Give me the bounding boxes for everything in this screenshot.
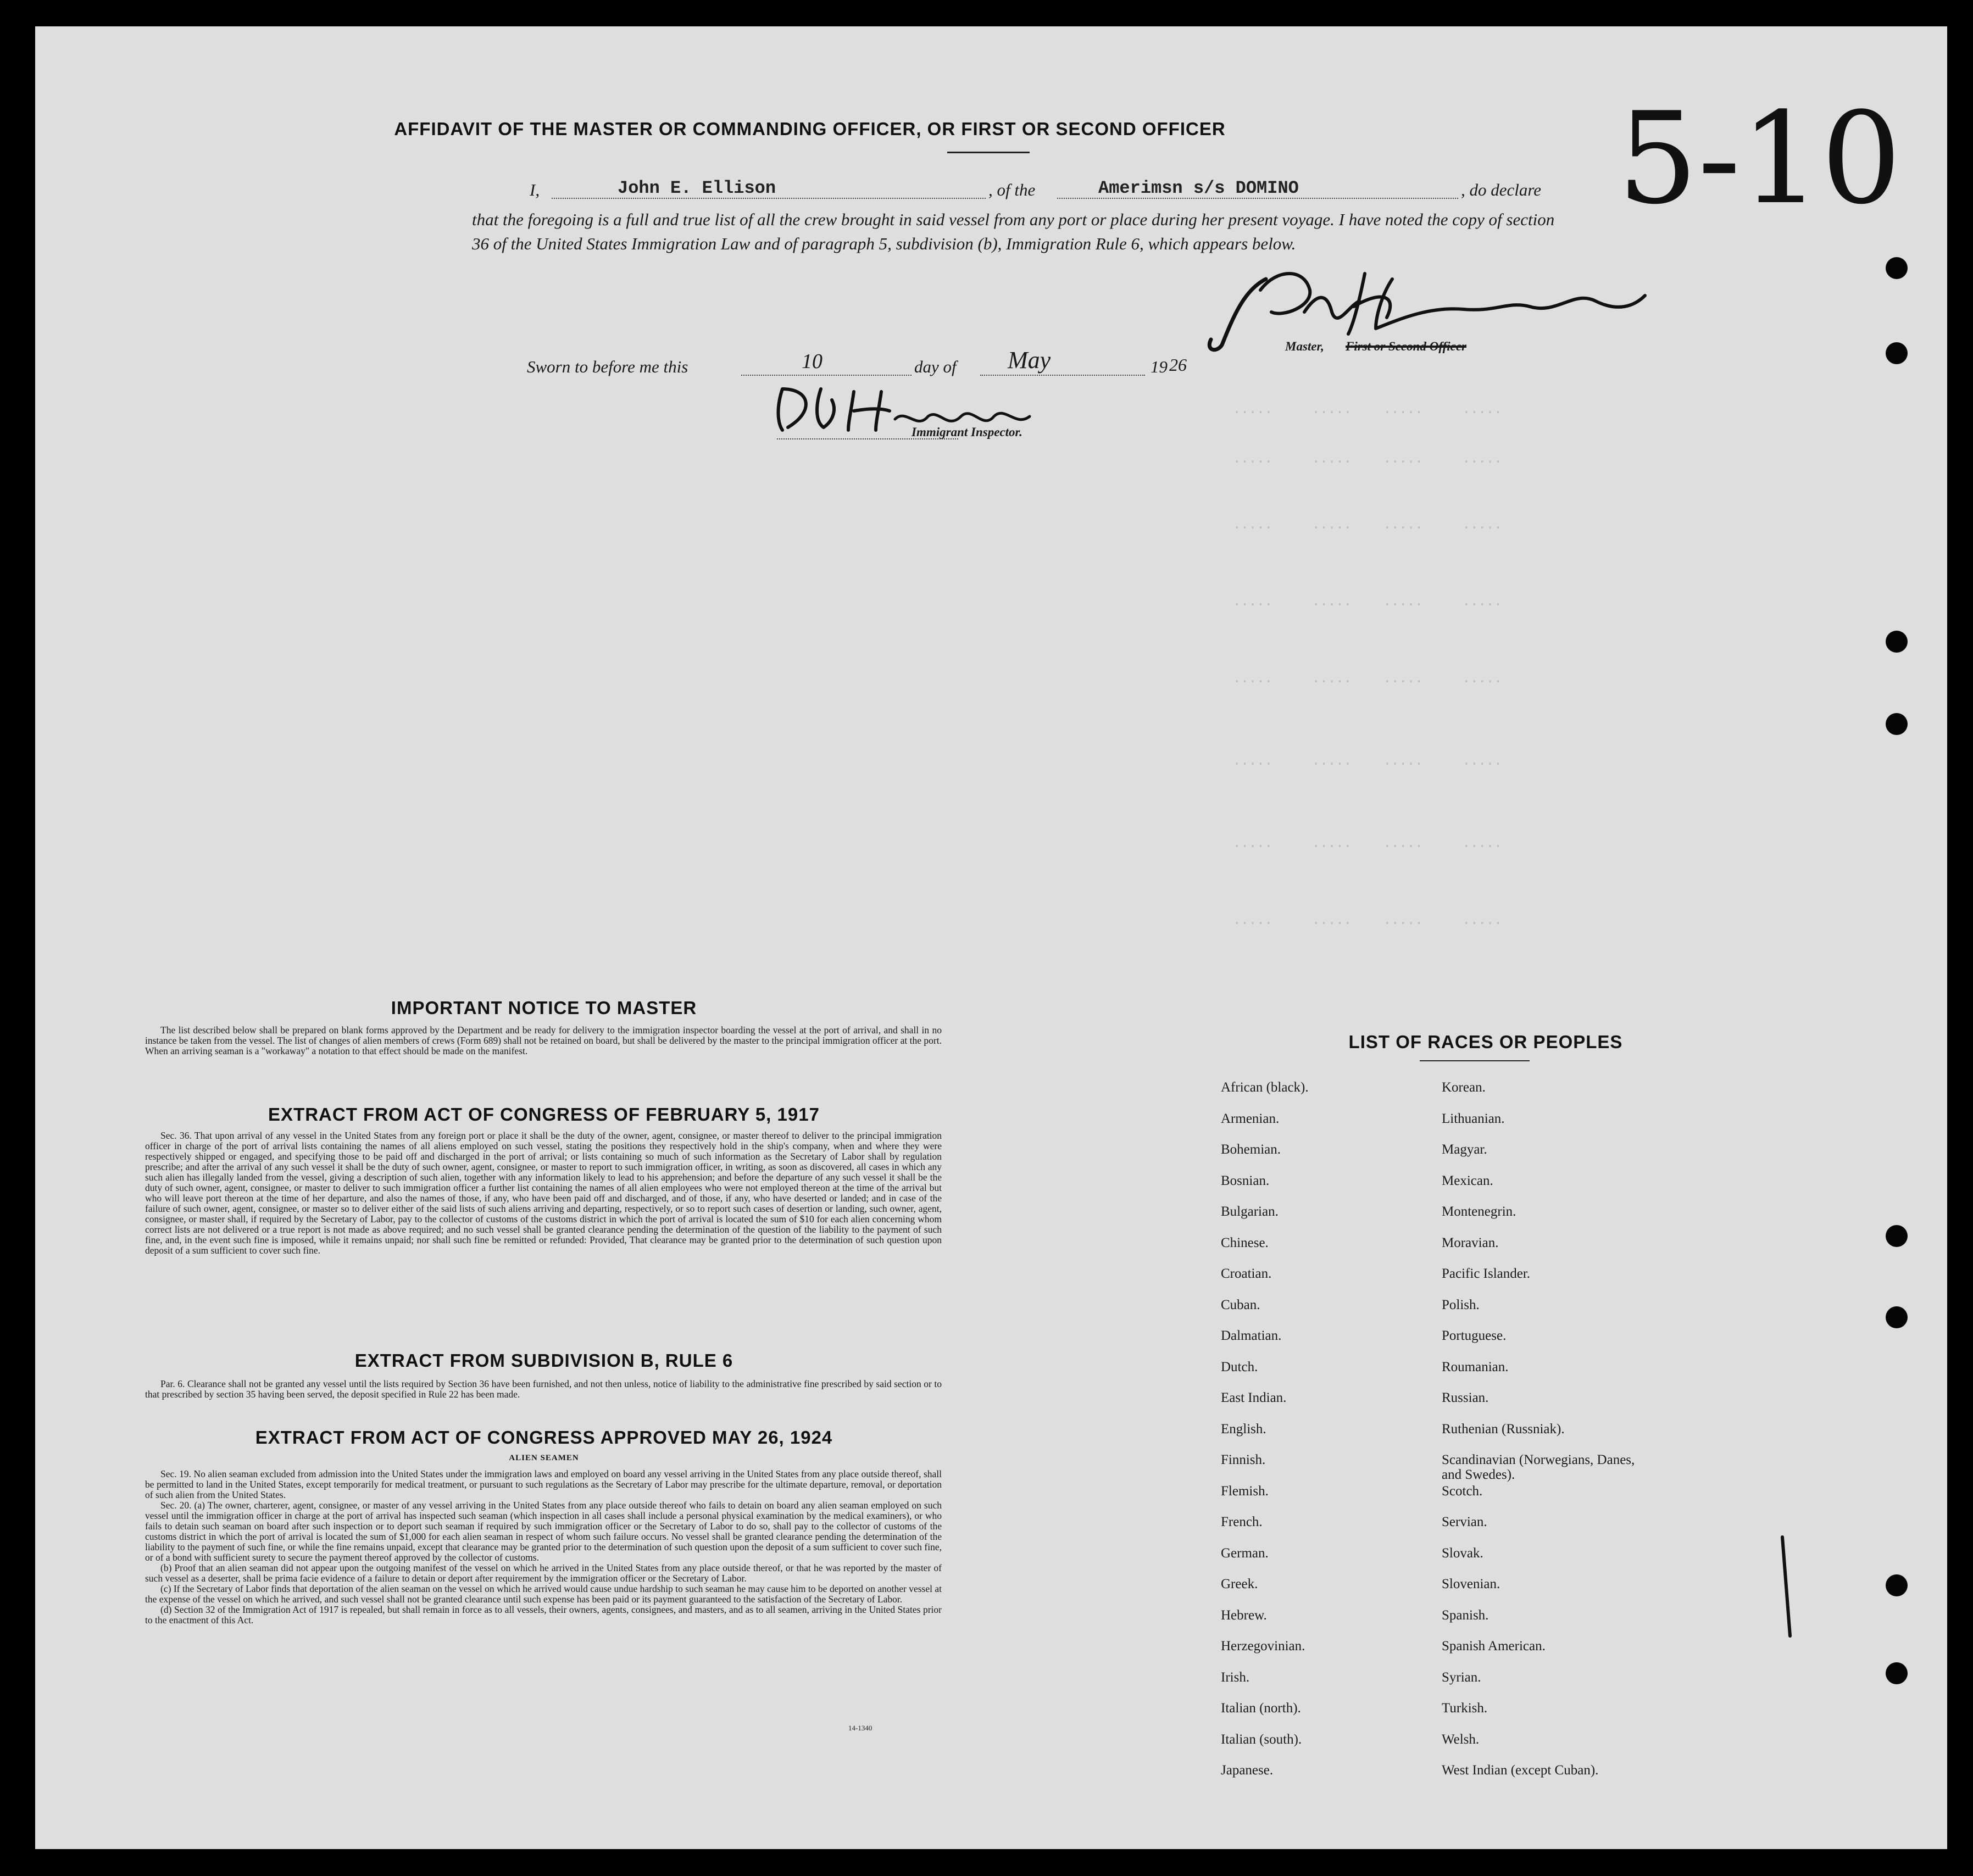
extract-rule6-body [145,1379,942,1400]
extract-1917-paragraph: Sec. 36. That upon arrival of any vessel in the United States from any foreign port or place it shall be the duty of the owner, agent, consignee, or master thereof to deliver to the principal immigration officer in charge of the port of arrival lists containing the names of all aliens employed on such vessel, stating the positions they respectively hold in the ship's company, when and where they were respectively shipped or engaged, and specifying those to be paid off and discharged in the port of arrival; or lists containing so much of such information as the Secretary of Labor shall by regulation prescribe; and after the arrival of any such vessel it shall be the duty of such owner, agent, consignee, or master to report to such immigration officer, in writing, as soon as discovered, all cases in which any such alien has illegally landed from the vessel, giving a description of such alien, together with any information likely to lead to his apprehension; and before the departure of any such vessel it shall be the duty of such owner, agent, consignee, or master to deliver to such immigration officer a further list containing the names of all alien employees who were not employed thereon at the time of the arrival but who will leave port thereon at the time of her departure, and also the names of those, if any, who have been paid off and discharged, and of those, if any, who have deserted or landed; and in case of the failure of such owner, agent, consignee, or master so to deliver either of the said lists of such aliens arriving and departing, respectively, or so to report such cases of desertion or landing, such owner, agent, consignee, or master shall, if required by the Secretary of Labor, pay to the collector of customs of the customs district in which the port of arrival is located the sum of $10 for each alien concerning whom correct lists are not delivered or a true report is not made as above required; and no such vessel shall be granted clearance pending the determination of the question of the liability to the payment of such fine, and, in the event such fine is imposed, while it remains unpaid; nor shall such fine be remitted or refunded: Provided, That clearance may be granted prior to the determination of such question upon deposit of a sum sufficient to cover such fine. [145,1130,942,1256]
race-item: East Indian. [1221,1390,1287,1405]
extract-1924-paragraph: (b) Proof that an alien seaman did not appear upon the outgoing manifest of the vessel on which he arrived in the United States from any place outside thereof, or that he was reported by the master of such vessel as a deserter, shall be prima facie evidence of a failure to detain or deport after requirement by the immigration officer or the Secretary of Labor. [145,1562,942,1584]
race-item: Roumanian. [1442,1359,1509,1374]
race-item: Spanish American. [1442,1639,1546,1654]
race-item: Welsh. [1442,1732,1480,1747]
race-item: Greek. [1221,1577,1258,1591]
extract-1917-title: EXTRACT FROM ACT OF CONGRESS OF FEBRUARY 5, 1917 [268,1104,820,1125]
punch-hole [1886,1306,1908,1328]
notice-title: IMPORTANT NOTICE TO MASTER [391,998,697,1018]
race-item: Chinese. [1221,1235,1269,1250]
race-item: Bohemian. [1221,1142,1281,1157]
day-underline [741,375,912,376]
race-item: Bulgarian. [1221,1204,1279,1219]
race-item: Scotch. [1442,1483,1483,1499]
race-item: Turkish. [1442,1701,1488,1716]
extract-rule6-paragraph: Par. 6. Clearance shall not be granted any vessel until the lists required by Section 36 have been furnished, and not then unless, notice of liability to the administrative fine prescribed by said section or to that prescribed by section 35 having been served, the deposit specified in Rule 22 has been made. [145,1378,942,1400]
month-underline [980,375,1145,376]
extract-1924-body [145,1469,942,1626]
races-title: LIST OF RACES OR PEOPLES [1348,1032,1623,1052]
punch-hole [1886,1225,1908,1247]
extract-1924-paragraph: Sec. 20. (a) The owner, charterer, agent, consignee, or master of any vessel arriving in the United States from any place outside thereof who fails to detain on board any alien seaman employed on such vessel until the immigration officer in charge at the port of arrival has inspected such seaman (which inspection in all cases shall include a personal physical examination by the medical examiners), or who fails to detain such seaman on board after such inspection or to deport such seaman if required by such immigration officer or the Secretary of Labor to do so, shall pay to the collector of customs of the customs district in which the port of arrival is located the sum of $1,000 for each alien seaman in respect of whom such failure occurs. No vessel shall be granted clearance pending the determination of the liability to the payment of such fine, or while the fine remains unpaid, except that clearance may be granted prior to the determination of such question upon the deposit of a sum sufficient to cover such fine, or of a bond with sufficient surety to secure the payment thereof approved by the collector of customs. [145,1500,942,1563]
inspector-label: Immigrant Inspector. [912,425,1022,439]
year-suffix: 26 [1169,355,1187,375]
race-item: Japanese. [1221,1763,1274,1778]
year-prefix: 19 [1151,357,1168,376]
race-item: Slovenian. [1442,1577,1500,1591]
race-item: Portuguese. [1442,1328,1507,1343]
races-left-column [1221,1080,1309,1794]
race-item: English. [1221,1421,1266,1437]
do-declare-label: , do declare [1461,180,1542,199]
alien-seamen-subtitle: ALIEN SEAMEN [509,1454,579,1462]
extract-1917-body [145,1131,942,1256]
vessel-name: Amerimsn s/s DOMINO [1098,178,1299,198]
document-sheet: ····· ····· ····· ····· ····· ····· ····· ····· ····· ····· ····· ····· ····· ····· ····· ····· ····· ····· ····· ····· ····· ····· ····· ····· ····· ····· ····· ····· ····· ····· ····· ····· 5-10 AFFIDAVIT OF THE MASTER OR COMMANDING OFFICER, OR FIRST OR SECOND OFFICER I, John E. Ellison , of the Amerimsn s/s DOMINO , do declare that the foregoing is a full and true list of all the crew brought in said vessel from any port or place during her present voyage. I have noted the copy of section 36 of the United States Immigration Law and of paragraph 5, subdivision (b), Immigration Rule 6, which appears below. Master, First or Second Officer Sworn to before me this 10 day of May 19 26 Immigrant Inspector. IMPORTANT NOTICE TO MASTER The list described below shall be prepared on blank forms approved by the Department and be ready for delivery to the immigration inspector boarding the vessel at the port of arrival, and shall in no instance be taken from the vessel. The list of changes of alien members of crews (Form 689) shall not be retained on board, but shall be delivered by the master to the principal immigration officer at the port. When an arriving seaman is a "workaway" a notation to that effect should be made on the manifest. EXTRACT FROM ACT OF CONGRESS OF FEBRUARY 5, 1917 Sec. 36. That upon arrival of any vessel in the United States from any foreign port or place it shall be the duty of the owner, agent, consignee, or master thereof to deliver to the principal immigration officer in charge of the port of arrival lists containing the names of all aliens employed on such vessel, stating the positions they respectively hold in the ship's company, when and where they were respectively shipped or engaged, and specifying those to be paid off and discharged in the port of arrival; or lists containing so much of such information as the Secretary of Labor shall by regulation prescribe; and after the arrival of any such vessel it shall be the duty of such owner, agent, consignee, or master to report to such immigration officer, in writing, as soon as discovered, all cases in which any such alien has illegally landed from the vessel, giving a description of such alien, together with any information likely to lead to his apprehension; and before the departure of any such vessel it shall be the duty of such owner, agent, consignee, or master to deliver to such immigration officer a further list containing the names of all alien employees who were not employed thereon at the time of the arrival but who will leave port thereon at the time of her departure, and also the names of those, if any, who have been paid off and discharged, and of those, if any, who have deserted or landed; and in case of the failure of such owner, agent, consignee, or master so to deliver either of the said lists of such aliens arriving and departing, respectively, or so to report such cases of desertion or landing, such owner, agent, consignee, or master shall, if required by the Secretary of Labor, pay to the collector of customs of the customs district in which the port of arrival is located the sum of $10 for each alien concerning whom correct lists are not delivered or a true report is not made as above required; and no such vessel shall be granted clearance pending the determination of the question of the liability to the payment of such fine, and, in the event such fine is imposed, while it remains unpaid; nor shall such fine be remitted or refunded: Provided, That clearance may be granted prior to the determination of such question upon deposit of a sum sufficient to cover such fine. EXTRACT FROM SUBDIVISION B, RULE 6 Par. 6. Clearance shall not be granted any vessel until the lists required by Section 36 have been furnished, and not then unless, notice of liability to the administrative fine prescribed by said section or to that prescribed by section 35 having been served, the deposit specified in Rule 22 has been made. EXTRACT FROM ACT OF CONGRESS APPROVED MAY 26, 1924 ALIEN SEAMEN Sec. 19. No alien seaman excluded from admission into the United States under the immigration laws and employed on board any vessel arriving in the United States from any place outside thereof, shall be permitted to land in the United States, except temporarily for medical treatment, or pursuant to such regulations as the Secretary of Labor may prescribe for the ultimate departure, removal, or deportation of such alien from the United States. Sec. 20. (a) The owner, charterer, agent, consignee, or master of any vessel arriving in the United States from any place outside thereof who fails to detain on board any alien seaman employed on such vessel until the immigration officer in charge at the port of arrival has inspected such seaman (which inspection in all cases shall include a personal physical examination by the medical examiners), or who fails to detain such seaman on board after such inspection or to deport such seaman if required by such immigration officer or the Secretary of Labor to do so, shall pay to the collector of customs of the customs district in which the port of arrival is located the sum of $1,000 for each alien seaman in respect of whom such failure occurs. No vessel shall be granted clearance pending the determination of the liability to the payment of such fine, or while the fine remains unpaid, except that clearance may be granted prior to the determination of such question upon the deposit of a sum sufficient to cover such fine, or of a bond with sufficient surety to secure the payment thereof approved by the collector of customs. (b) Proof that an alien seaman did not appear upon the outgoing manifest of the vessel on which he arrived in the United States from any place outside thereof, or that he was reported by the master of such vessel as a deserter, shall be prima facie evidence of a failure to detain or deport after requirement by the immigration officer or the Secretary of Labor. (c) If the Secretary of Labor finds that deportation of the alien seaman on the vessel on which he arrived would cause undue hardship to such seaman he may cause him to be deported on another vessel at the expense of the vessel on which he arrived, and such vessel shall not be granted clearance until such expense has been paid or its payment guaranteed to the satisfaction of the Secretary of Labor. (d) Section 32 of the Immigration Act of 1917 is repealed, but shall remain in force as to all vessels, their owners, agents, consignees, and masters, and as to all seamen, arriving in the United States prior to the enactment of this Act. 14-1340 LIST OF RACES OR PEOPLES African (black). Armenian. Bohemian. Bosnian. Bulgarian. Chinese. Croatian. Cuban. Dalmatian. Dutch. East Indian. English. Finnish. Flemish. French. German. Greek. Hebrew. Herzegovinian. Irish. Italian (north). Italian (south). Japanese. Korean. Lithuanian. Magyar. Mexican. Montenegrin. Moravian. Pacific Islander. Polish. Portuguese. Roumanian. Russian. Ruthenian (Russniak). Scandinavian (Norwegians, Danes, and Swedes). Scotch. Servian. Slovak. Slovenian. Spanish. Spanish American. Syrian. Turkish. Welsh. West Indian (except Cuban). [35,26,1947,1849]
extract-rule6-title: EXTRACT FROM SUBDIVISION B, RULE 6 [354,1350,733,1371]
punch-hole [1886,631,1908,653]
sworn-day: 10 [802,350,822,373]
extract-1924-paragraph: (d) Section 32 of the Immigration Act of 1917 is repealed, but shall remain in force as to all vessels, their owners, agents, consignees, and masters, and as to all seamen, arriving in the United States prior to the enactment of this Act. [145,1604,942,1626]
race-item: Italian (south). [1221,1732,1302,1747]
punch-hole [1886,713,1908,735]
handwritten-mark [1771,1532,1804,1641]
master-label: Master, [1285,339,1324,353]
punch-hole [1886,257,1908,279]
sworn-prefix: Sworn to before me this [527,357,688,376]
affidavit-body: that the foregoing is a full and true list of all the crew brought in said vessel from any port or place during her present voyage. I have noted the copy of section 36 of the United States Immigration Law and of paragraph 5, subdivision (b), Immigration Rule 6, which appears below. [472,210,1555,253]
affidavit-title: AFFIDAVIT OF THE MASTER OR COMMANDING OFFICER, OR FIRST OR SECOND OFFICER [394,119,1226,139]
race-item: Slovak. [1442,1545,1483,1561]
race-item: Moravian. [1442,1235,1499,1250]
race-item: Servian. [1442,1515,1487,1529]
race-item: Cuban. [1221,1297,1260,1312]
extract-1924-title: EXTRACT FROM ACT OF CONGRESS APPROVED MAY 26, 1924 [255,1427,833,1448]
race-item: French. [1221,1515,1263,1529]
race-item: Lithuanian. [1442,1111,1505,1126]
race-item: Polish. [1442,1297,1480,1312]
race-item: Dalmatian. [1221,1328,1282,1343]
race-item: Herzegovinian. [1221,1639,1305,1654]
extract-1924-paragraph: (c) If the Secretary of Labor finds that deportation of the alien seaman on the vessel on which he arrived would cause undue hardship to such seaman he may cause him to be deported on another vessel at the expense of the vessel on which he arrived, and such vessel shall not be granted clearance until such expense has been paid or its payment guaranteed to the satisfaction of the Secretary of Labor. [145,1583,942,1605]
punch-hole [1886,342,1908,364]
race-item: Croatian. [1221,1266,1272,1281]
notice-body [145,1025,942,1056]
sworn-month: May [1008,347,1051,374]
day-of-label: day of [914,357,957,376]
race-item: Korean. [1442,1080,1486,1095]
race-item: Finnish. [1221,1452,1266,1467]
race-item: Magyar. [1442,1142,1487,1157]
extract-1924-paragraph: Sec. 19. No alien seaman excluded from admission into the United States under the immigration laws and employed on board any vessel arriving in the United States from any place outside thereof, shall be permitted to land in the United States, except temporarily for medical treatment, or pursuant to such regulations as the Secretary of Labor may prescribe for the ultimate departure, removal, or deportation of such alien from the United States. [145,1468,942,1500]
race-item: Dutch. [1221,1359,1258,1374]
race-item: Irish. [1221,1669,1250,1685]
race-item: Montenegrin. [1442,1204,1516,1219]
race-item: Ruthenian (Russniak). [1442,1421,1565,1437]
race-item: Italian (north). [1221,1701,1301,1716]
struck-officer-label: First or Second Officer [1346,339,1466,353]
declarant-name: John E. Ellison [618,178,776,198]
punch-hole [1886,1662,1908,1684]
of-the-label: , of the [988,180,1036,199]
race-item: African (black). [1221,1080,1309,1095]
race-item: Bosnian. [1221,1173,1270,1188]
races-divider [1420,1060,1530,1061]
race-item: Armenian. [1221,1111,1280,1126]
race-item: German. [1221,1545,1269,1561]
race-item: Mexican. [1442,1173,1493,1188]
handwritten-note [1618,86,1902,232]
race-item: Russian. [1442,1390,1489,1405]
race-item: Syrian. [1442,1669,1481,1685]
notice-paragraph: The list described below shall be prepared on blank forms approved by the Department and be ready for delivery to the immigration inspector boarding the vessel at the port of arrival, and shall in no instance be taken from the vessel. The list of changes of alien members of crews (Form 689) shall not be retained on board, but shall be delivered by the master to the principal immigration officer at the port. When an arriving seaman is a "workaway" a notation to that effect should be made on the manifest. [145,1025,942,1056]
handwritten-note-text: 5-10 [1618,86,1902,232]
race-item: West Indian (except Cuban). [1442,1763,1599,1778]
title-divider [947,152,1030,153]
race-item: Flemish. [1221,1483,1269,1499]
declarant-prefix: I, [530,180,540,199]
race-item: Spanish. [1442,1607,1489,1623]
form-number: 14-1340 [848,1724,872,1732]
race-item: Scandinavian (Norwegians, Danes, and Swedes). [1442,1452,1635,1482]
races-right-column [1442,1080,1650,1794]
race-item: Pacific Islander. [1442,1266,1531,1281]
race-item: Hebrew. [1221,1607,1267,1623]
punch-hole [1886,1574,1908,1596]
